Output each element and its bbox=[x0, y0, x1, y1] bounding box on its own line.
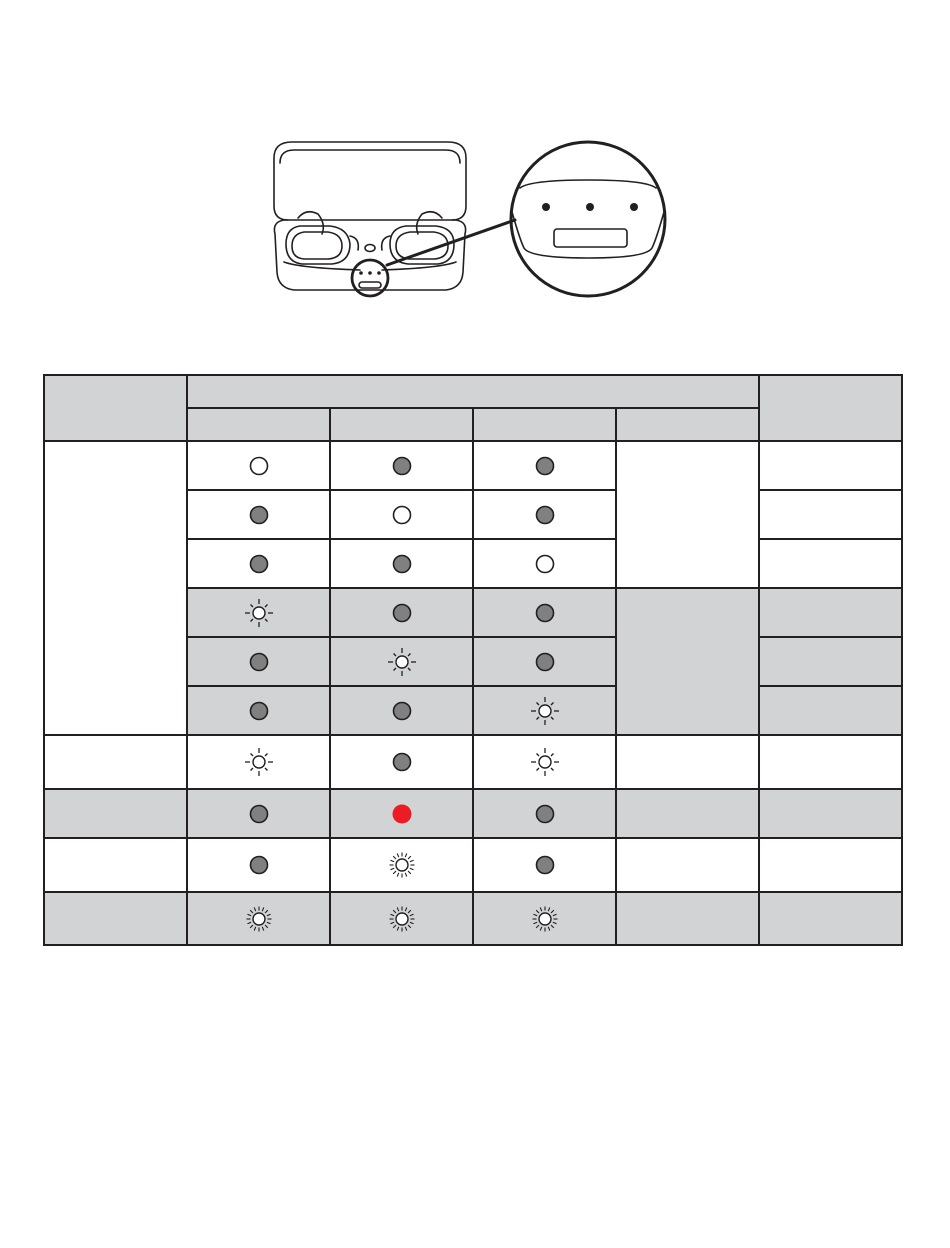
table-row bbox=[44, 441, 902, 490]
led-cell bbox=[473, 892, 616, 945]
sun-rays-icon bbox=[241, 744, 277, 780]
dark-grey-circle-icon bbox=[241, 693, 277, 729]
status-cell bbox=[44, 892, 187, 945]
header-led1-cell bbox=[187, 408, 330, 441]
led-cell bbox=[330, 789, 473, 838]
dense-rays-icon bbox=[241, 901, 277, 937]
led-cell bbox=[187, 490, 330, 539]
led-cell bbox=[187, 539, 330, 588]
remark-cell bbox=[759, 892, 902, 945]
info-cell bbox=[616, 892, 759, 945]
dark-grey-circle-icon bbox=[241, 644, 277, 680]
remark-cell bbox=[759, 539, 902, 588]
case-lid bbox=[274, 142, 466, 220]
header-col5-cell bbox=[616, 408, 759, 441]
sun-rays-icon bbox=[527, 693, 563, 729]
led-cell bbox=[330, 490, 473, 539]
dark-grey-circle-icon bbox=[384, 744, 420, 780]
red-dot-icon bbox=[384, 796, 420, 832]
remark-cell bbox=[759, 686, 902, 735]
led-cell bbox=[187, 588, 330, 637]
dark-grey-circle-icon bbox=[527, 644, 563, 680]
dark-grey-circle-icon bbox=[527, 595, 563, 631]
led-cell bbox=[330, 539, 473, 588]
info-cell bbox=[616, 838, 759, 892]
dense-rays-icon bbox=[384, 847, 420, 883]
charging-case-illustration bbox=[0, 0, 950, 360]
led-cell bbox=[473, 637, 616, 686]
led-cell bbox=[473, 441, 616, 490]
led-cell bbox=[330, 892, 473, 945]
zoom-led-3 bbox=[630, 203, 638, 211]
led-cell bbox=[473, 490, 616, 539]
led-cell bbox=[473, 686, 616, 735]
led-cell bbox=[330, 686, 473, 735]
dark-grey-circle-icon bbox=[241, 847, 277, 883]
sun-rays-icon bbox=[241, 595, 277, 631]
led-cell bbox=[187, 892, 330, 945]
table-row bbox=[44, 789, 902, 838]
info-cell-group-a bbox=[616, 441, 759, 588]
status-cell bbox=[44, 838, 187, 892]
led-cell bbox=[473, 735, 616, 789]
led-status-table bbox=[43, 374, 903, 946]
led-cell bbox=[187, 441, 330, 490]
led-cell bbox=[330, 735, 473, 789]
dark-grey-circle-icon bbox=[527, 448, 563, 484]
led-cell bbox=[187, 789, 330, 838]
remark-cell bbox=[759, 838, 902, 892]
led-cell bbox=[330, 441, 473, 490]
info-cell bbox=[616, 789, 759, 838]
dense-rays-icon bbox=[384, 901, 420, 937]
table-row bbox=[44, 735, 902, 789]
white-circle-icon bbox=[241, 448, 277, 484]
zoom-led-2 bbox=[586, 203, 594, 211]
case-button bbox=[365, 245, 375, 252]
status-cell bbox=[44, 735, 187, 789]
zoom-led-1 bbox=[542, 203, 550, 211]
led-cell bbox=[330, 838, 473, 892]
dark-grey-circle-icon bbox=[527, 497, 563, 533]
dark-grey-circle-icon bbox=[384, 546, 420, 582]
led-cell bbox=[330, 588, 473, 637]
led-zoom-callout bbox=[511, 142, 665, 296]
remark-cell bbox=[759, 490, 902, 539]
remark-cell bbox=[759, 789, 902, 838]
dark-grey-circle-icon bbox=[384, 448, 420, 484]
dark-grey-circle-icon bbox=[527, 796, 563, 832]
dark-grey-circle-icon bbox=[241, 497, 277, 533]
header-led-group-cell bbox=[187, 375, 759, 408]
led-cell bbox=[473, 588, 616, 637]
case-base bbox=[274, 220, 465, 290]
remark-cell bbox=[759, 735, 902, 789]
dark-grey-circle-icon bbox=[241, 796, 277, 832]
header-status-cell bbox=[44, 375, 187, 441]
sun-rays-icon bbox=[384, 644, 420, 680]
white-circle-icon bbox=[527, 546, 563, 582]
info-cell bbox=[616, 735, 759, 789]
dense-rays-icon bbox=[527, 901, 563, 937]
led-cell bbox=[187, 838, 330, 892]
table-row bbox=[44, 892, 902, 945]
dark-grey-circle-icon bbox=[384, 595, 420, 631]
led-cell bbox=[473, 539, 616, 588]
dark-grey-circle-icon bbox=[241, 546, 277, 582]
table-row bbox=[44, 838, 902, 892]
led-cell bbox=[330, 637, 473, 686]
header-remark-cell bbox=[759, 375, 902, 441]
led-cell bbox=[473, 789, 616, 838]
white-circle-icon bbox=[384, 497, 420, 533]
header-led2-cell bbox=[330, 408, 473, 441]
status-cell-group-a bbox=[44, 441, 187, 735]
header-led3-cell bbox=[473, 408, 616, 441]
dark-grey-circle-icon bbox=[384, 693, 420, 729]
led-cell bbox=[187, 637, 330, 686]
dark-grey-circle-icon bbox=[527, 847, 563, 883]
sun-rays-icon bbox=[527, 744, 563, 780]
remark-cell bbox=[759, 588, 902, 637]
remark-cell bbox=[759, 637, 902, 686]
led-cell bbox=[187, 686, 330, 735]
info-cell-group-b bbox=[616, 588, 759, 735]
status-cell bbox=[44, 789, 187, 838]
remark-cell bbox=[759, 441, 902, 490]
led-cell bbox=[473, 838, 616, 892]
led-cell bbox=[187, 735, 330, 789]
